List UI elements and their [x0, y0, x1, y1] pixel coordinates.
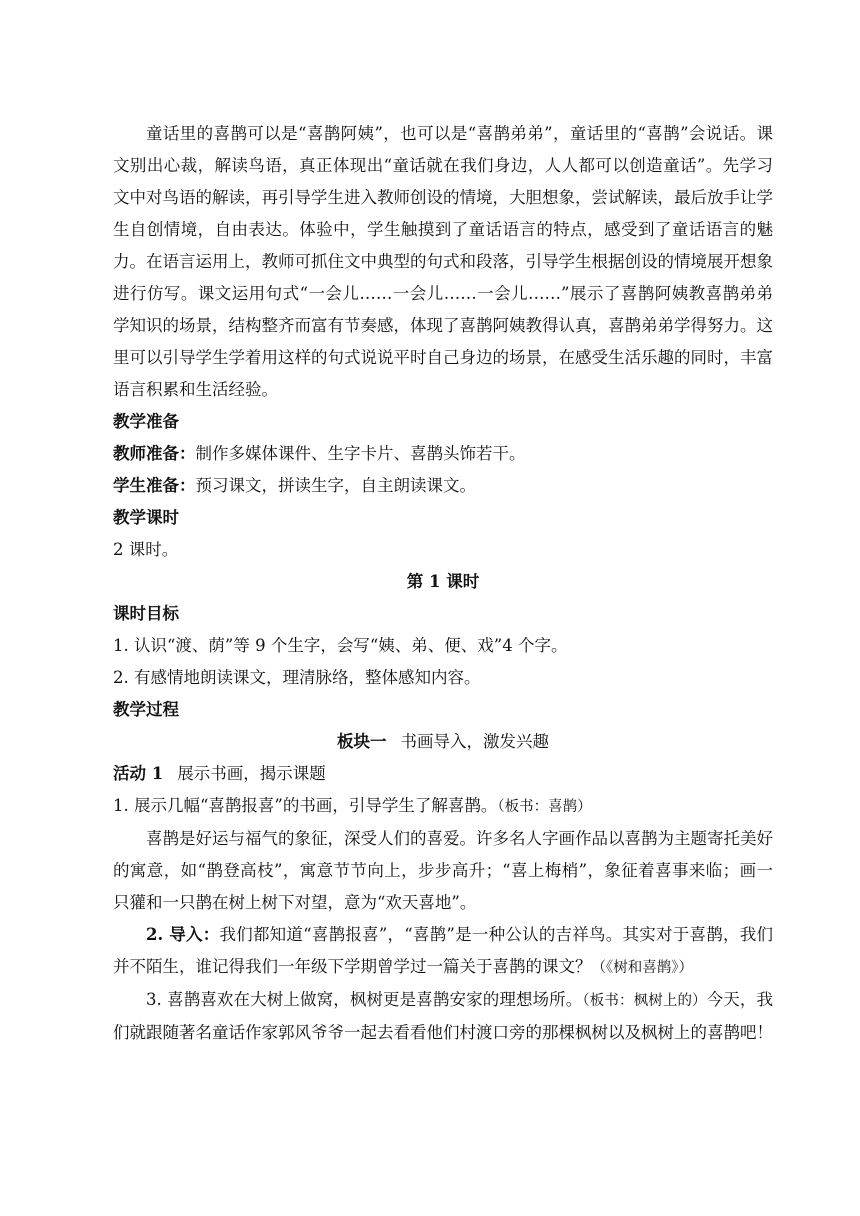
teaching-process-heading: 教学过程 [113, 700, 179, 719]
block-1-label: 板块一 [337, 732, 387, 751]
teacher-prep-text: 制作多媒体课件、生字卡片、喜鹊头饰若干。 [195, 444, 526, 463]
step-2-answer-note: （《树和喜鹊》） [591, 960, 693, 976]
step-1-board-note: （板书：喜鹊） [497, 799, 592, 815]
block-1-heading [113, 726, 773, 758]
lesson-title: 第 1 课时 [406, 572, 480, 591]
step-3-paragraph [113, 984, 773, 1049]
step-1-line [113, 790, 773, 823]
teaching-prep-heading: 教学准备 [113, 412, 179, 431]
teacher-prep-label: 教师准备： [113, 444, 196, 463]
class-periods-text: 2 课时。 [113, 540, 179, 559]
student-prep-text: 预习课文，拼读生字，自主朗读课文。 [195, 476, 476, 495]
lesson-goal-2: 2. 有感情地朗读课文，理清脉络，整体感知内容。 [113, 668, 481, 687]
step-3-text-a: 3. 喜鹊喜欢在大树上做窝，枫树更是喜鹊安家的理想场所。 [146, 990, 583, 1009]
step-2-paragraph [113, 919, 773, 984]
lesson-goals-heading: 课时目标 [113, 604, 179, 623]
student-prep-label: 学生准备： [113, 476, 196, 495]
activity-1-heading [113, 758, 773, 790]
lesson-goal-1: 1. 认识“渡、荫”等 9 个生字，会写“姨、弟、便、戏”4 个字。 [113, 636, 568, 655]
document-body [113, 118, 773, 1049]
teacher-prep-line [113, 438, 773, 470]
step-1-text: 1. 展示几幅“喜鹊报喜”的书画，引导学生了解喜鹊。 [113, 796, 498, 815]
activity-1-title: 展示书画，揭示课题 [177, 764, 326, 783]
intro-paragraph: 童话里的喜鹊可以是“喜鹊阿姨”，也可以是“喜鹊弟弟”，童话里的“喜鹊”会说话。课文别出心裁，解读鸟语，真正体现出“童话就在我们身边，人人都可以创造童话”。先学习文中对鸟语的解读，再引导学生进入教师创设的情境，大胆想象，尝试解读，最后放手让学生自创情境，自由表达。体验中，学生触摸到了童话语言的特点，感受到了童话语言的魅力。在语言运用上，教师可抓住文中典型的句式和段落，引导学生根据创设的情境展开想象进行仿写。课文运用句式“一会儿……一会儿……一会儿……”展示了喜鹊阿姨教喜鹊弟弟学知识的场景，结构整齐而富有节奏感，体现了喜鹊阿姨教得认真，喜鹊弟弟学得努力。这里可以引导学生学着用这样的句式说说平时自己身边的场景，在感受生活乐趣的同时，丰富语言积累和生活经验。 [113, 124, 773, 399]
step-3-text-b: 今天，我们就跟随著名童话作家郭风爷爷一起去看看他们村渡口旁的那棵枫树以及枫树上的喜鹊吧！ [113, 990, 774, 1042]
class-periods-heading: 教学课时 [113, 508, 179, 527]
step-2-text: 我们都知道“喜鹊报喜”，“喜鹊”是一种公认的吉祥鸟。其实对于喜鹊，我们并不陌生，谁记得我们一年级下学期曾学过一篇关于喜鹊的课文？ [113, 925, 773, 976]
step-2-label: 2. 导入： [146, 925, 220, 944]
step-1-paragraph: 喜鹊是好运与福气的象征，深受人们的喜爱。许多名人字画作品以喜鹊为主题寄托美好的寓意，如“鹊登高枝”，寓意节节向上，步步高升；“喜上梅梢”，象征着喜事来临；画一只獾和一只鹊在树上树下对望，意为“欢天喜地”。 [113, 829, 773, 912]
step-3-board-note: （板书：枫树上的） [582, 993, 707, 1009]
student-prep-line [113, 470, 773, 502]
block-1-title: 书画导入，激发兴趣 [400, 732, 549, 751]
activity-1-label: 活动 1 [113, 764, 164, 783]
